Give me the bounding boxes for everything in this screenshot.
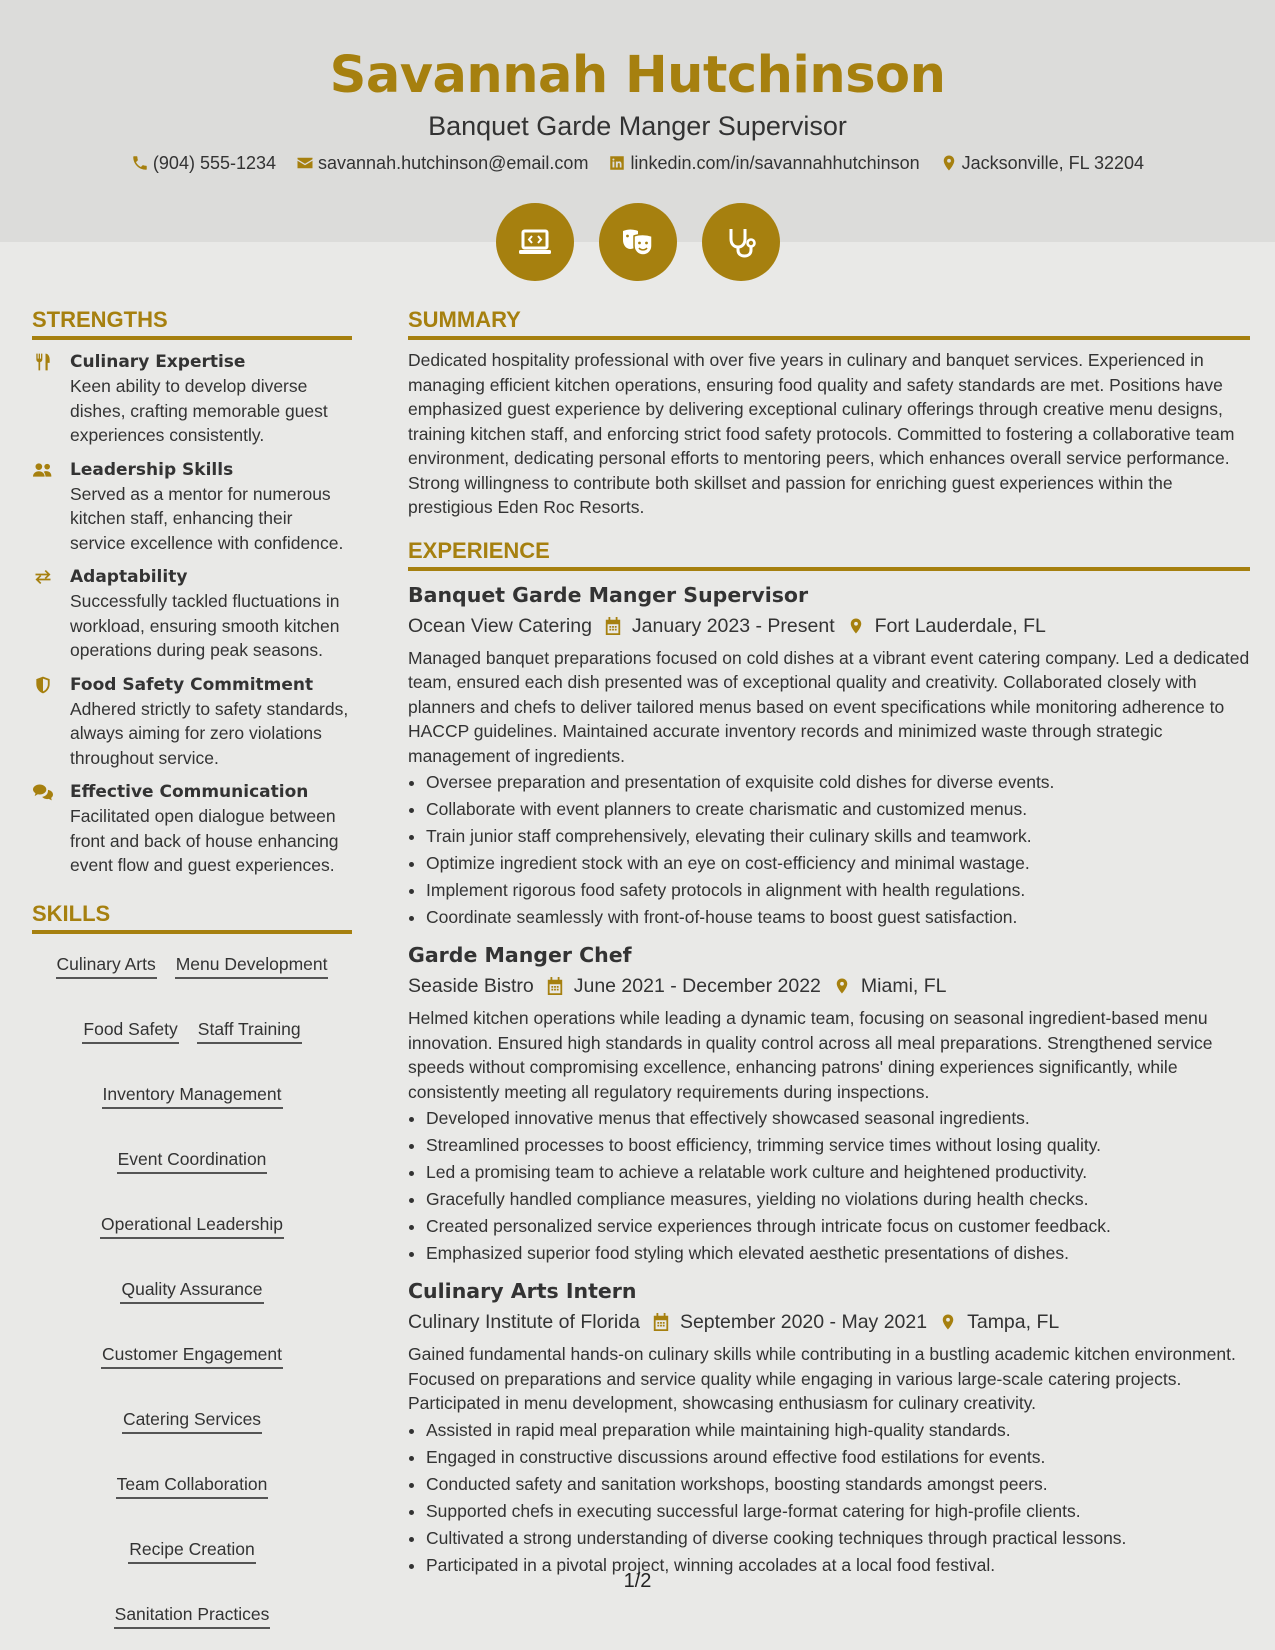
skill-tag: Culinary Arts [56, 952, 157, 979]
candidate-name: Savannah Hutchinson [329, 46, 946, 105]
skill-tag: Quality Assurance [120, 1277, 263, 1304]
job-description: Gained fundamental hands-on culinary skills while contributing in a bustling academic kitchen environment. Focused on preparations and service quality while engaging in various large-scale catering projects. Participated in menu development, showcasing enthusiasm for culinary creativity. [408, 1344, 1236, 1413]
list-item: • Led a promising team to achieve a relatable work culture and heightened productivity. [426, 1159, 1250, 1186]
experience-heading: EXPERIENCE [408, 537, 1250, 571]
job-dates: January 2023 - Present [631, 614, 835, 637]
skill-tag: Sanitation Practices [114, 1602, 271, 1629]
job-dates: June 2021 - December 2022 [573, 975, 821, 997]
skill-tag: Recipe Creation [128, 1537, 255, 1564]
job-entry [408, 1277, 1250, 1579]
job-description: Helmed kitchen operations while leading a dynamic team, focusing on seasonal ingredient-based menu innovation. Ensured high standards in quality control across all meal preparations. Strengthened service speeds without compromising excellence, enhancing patrons' dining experiences significantly, while consistently meeting all regulatory requirements during inspections. [408, 1008, 1213, 1102]
job-location: Fort Lauderdale, FL [874, 614, 1046, 637]
strength-title: Effective Communication [70, 782, 309, 802]
skill-list [32, 934, 352, 1629]
stethoscope-icon [721, 222, 761, 262]
strength-item [32, 350, 352, 448]
list-item: • Optimize ingredient stock with an eye on cost-efficiency and minimal wastage. [426, 850, 1250, 877]
list-item: • Streamlined processes to boost efficiency, trimming service times without losing quality. [426, 1132, 1250, 1159]
utensils-icon [32, 352, 54, 372]
job-entry [408, 581, 1250, 932]
skill-tag: Customer Engagement [101, 1342, 283, 1369]
laptop-code-icon [515, 222, 555, 262]
list-item: • Coordinate seamlessly with front-of-house teams to boost guest satisfaction. [426, 904, 1250, 931]
list-item: • Developed innovative menus that effectively showcased seasonal ingredients. [426, 1105, 1250, 1132]
list-item: • Supported chefs in executing successful large-format catering for high-profile clients. [426, 1498, 1250, 1525]
job-location: Miami, FL [860, 975, 947, 997]
calendar-icon [604, 616, 622, 636]
contact-email[interactable] [296, 151, 588, 175]
job-bullets [408, 1105, 1250, 1267]
list-item: • Oversee preparation and presentation of exquisite cold dishes for diverse events. [426, 769, 1250, 796]
list-item: • Collaborate with event planners to create charismatic and customized menus. [426, 796, 1250, 823]
job-location: Tampa, FL [967, 1311, 1060, 1333]
shield-icon [32, 675, 54, 695]
map-pin-icon [939, 1312, 957, 1332]
map-pin-icon [940, 154, 958, 172]
exchange-arrows-icon [32, 567, 54, 587]
strength-item [32, 565, 352, 663]
summary-heading: SUMMARY [408, 306, 1250, 340]
stethoscope-badge [702, 203, 780, 281]
skill-tag: Catering Services [122, 1407, 262, 1434]
strength-desc: Facilitated open dialogue between front and back of house enhancing event flow and guest experiences. [70, 806, 339, 875]
left-column [32, 306, 352, 1629]
job-meta [408, 612, 1250, 640]
list-item: • Engaged in constructive discussions around effective food estilations for events. [426, 1444, 1250, 1471]
strength-item [32, 780, 352, 878]
job-role: Culinary Arts Intern [408, 1279, 637, 1303]
job-bullets [408, 1417, 1250, 1579]
job-role: Banquet Garde Manger Supervisor [408, 582, 809, 607]
skill-tag: Operational Leadership [100, 1212, 284, 1239]
job-company: Culinary Institute of Florida [408, 1311, 640, 1333]
list-item: • Implement rigorous food safety protocols in alignment with health regulations. [426, 877, 1250, 904]
skill-tag: Menu Development [175, 952, 329, 979]
contact-phone-text: (904) 555-1234 [152, 153, 277, 173]
job-company: Seaside Bistro [408, 975, 534, 997]
envelope-icon [296, 154, 314, 172]
list-item: • Gracefully handled compliance measures, yielding no violations during health checks. [426, 1186, 1250, 1213]
job-dates: September 2020 - May 2021 [679, 1311, 928, 1333]
job-role: Garde Manger Chef [408, 943, 632, 967]
job-entry [408, 941, 1250, 1267]
list-item: • Emphasized superior food styling which elevated aesthetic presentations of dishes. [426, 1240, 1250, 1267]
skill-tag: Inventory Management [102, 1082, 283, 1109]
list-item: • Participated in a pivotal project, winning accolades at a local food festival. [426, 1552, 1250, 1579]
skill-tag: Event Coordination [117, 1147, 268, 1174]
strength-title: Culinary Expertise [70, 352, 246, 372]
strength-item [32, 673, 352, 771]
job-meta [408, 1308, 1250, 1336]
strength-title: Adaptability [70, 567, 188, 587]
badge-row [0, 203, 1275, 281]
list-item: • Train junior staff comprehensively, elevating their culinary skills and teamwork. [426, 823, 1250, 850]
contact-linkedin-text[interactable]: linkedin.com/in/savannahhutchinson [630, 153, 920, 173]
list-item: • Created personalized service experiences through intricate focus on customer feedback. [426, 1213, 1250, 1240]
summary-text: Dedicated hospitality professional with over five years in culinary and banquet services. Experienced in managing efficient kitchen operations, ensuring food quality and safety standards are met. Positions have emphasized guest experience by delivering exceptional culinary offerings through creative menu designs, training kitchen staff, and enforcing strict food safety protocols. Committed to fostering a collaborative team environment, dedicating personal efforts to mentoring peers, which enhances overall service performance. Strong willingness to contribute both skillset and passion for enriching guest experiences within the prestigious Eden Roc Resorts. [408, 350, 1235, 517]
theater-masks-icon [618, 222, 658, 262]
job-description: Managed banquet preparations focused on cold dishes at a vibrant event catering company. Led a dedicated team, ensured each dish presented was of exceptional quality and creativity. Collaborated closely with planners and chefs to deliver tailored menus based on event specifications while monitoring adherence to HACCP guidelines. Maintained accurate inventory records and minimized waste through strategic management of ingredients. [408, 647, 1250, 766]
skill-tag: Food Safety [82, 1017, 178, 1044]
strength-title: Food Safety Commitment [70, 674, 314, 695]
job-company: Ocean View Catering [408, 614, 592, 637]
list-item: • Cultivated a strong understanding of diverse cooking techniques through practical lessons. [426, 1525, 1250, 1552]
strength-desc: Successfully tackled fluctuations in workload, ensuring smooth kitchen operations during peak seasons. [70, 591, 340, 660]
page-number: 1/2 [623, 1570, 652, 1592]
contact-email-text[interactable]: savannah.hutchinson@email.com [318, 153, 589, 173]
job-bullets [408, 769, 1250, 931]
contact-linkedin[interactable] [608, 151, 919, 175]
strength-desc: Keen ability to develop diverse dishes, crafting memorable guest experiences consistently. [70, 376, 328, 445]
job-meta [408, 972, 1250, 1000]
contact-phone [131, 151, 276, 175]
skill-tag: Team Collaboration [116, 1472, 269, 1499]
map-pin-icon [847, 616, 865, 636]
strength-title: Leadership Skills [70, 459, 234, 480]
list-item: • Conducted safety and sanitation workshops, boosting standards amongst peers. [426, 1471, 1250, 1498]
strengths-heading: STRENGTHS [32, 306, 352, 340]
users-icon [32, 460, 54, 480]
phone-icon [131, 154, 149, 172]
contact-row [0, 151, 1275, 175]
contact-location-text: Jacksonville, FL 32204 [961, 153, 1145, 173]
strength-item [32, 458, 352, 556]
list-item: • Assisted in rapid meal preparation while maintaining high-quality standards. [426, 1417, 1250, 1444]
strength-desc: Served as a mentor for numerous kitchen staff, enhancing their service excellence with confidence. [70, 483, 344, 553]
skills-heading: SKILLS [32, 900, 352, 934]
theater-masks-badge [599, 203, 677, 281]
contact-location [940, 151, 1144, 175]
right-column [408, 306, 1250, 1579]
map-pin-icon [833, 976, 851, 996]
calendar-icon [652, 1312, 670, 1332]
candidate-title: Banquet Garde Manger Supervisor [428, 111, 847, 141]
skill-tag: Staff Training [197, 1017, 302, 1044]
calendar-icon [546, 976, 564, 996]
strength-desc: Adhered strictly to safety standards, always aiming for zero violations throughout service. [70, 698, 349, 768]
linkedin-icon [608, 154, 626, 172]
laptop-code-badge [496, 203, 574, 281]
comments-icon [32, 782, 54, 802]
